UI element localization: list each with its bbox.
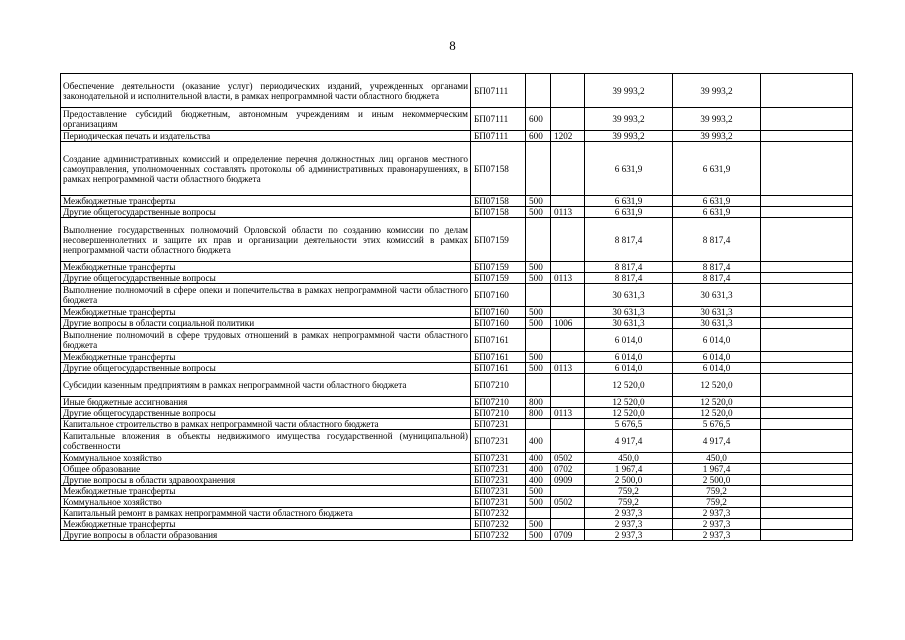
cell-target-code: БП07159 bbox=[471, 218, 526, 262]
table-row bbox=[61, 196, 853, 207]
table-row bbox=[61, 142, 853, 196]
cell-name: Межбюджетные трансферты bbox=[61, 196, 471, 207]
table-row bbox=[61, 218, 853, 262]
cell-amount-2: 2 500,0 bbox=[673, 475, 761, 486]
table-row bbox=[61, 408, 853, 419]
cell-empty bbox=[761, 363, 853, 374]
cell-name: Другие общегосударственные вопросы bbox=[61, 408, 471, 419]
cell-section-code bbox=[551, 486, 585, 497]
cell-empty bbox=[761, 196, 853, 207]
cell-expense-type: 400 bbox=[526, 453, 551, 464]
cell-expense-type: 500 bbox=[526, 273, 551, 284]
cell-target-code: БП07231 bbox=[471, 497, 526, 508]
cell-section-code: 0113 bbox=[551, 207, 585, 218]
cell-section-code: 0909 bbox=[551, 475, 585, 486]
cell-expense-type: 500 bbox=[526, 352, 551, 363]
cell-expense-type bbox=[526, 284, 551, 307]
cell-name: Капитальное строительство в рамках непрограммной части областного бюджета bbox=[61, 419, 471, 430]
cell-amount-1: 39 993,2 bbox=[585, 108, 673, 131]
table-row bbox=[61, 430, 853, 453]
cell-name: Периодическая печать и издательства bbox=[61, 131, 471, 142]
cell-expense-type: 500 bbox=[526, 519, 551, 530]
cell-empty bbox=[761, 419, 853, 430]
cell-empty bbox=[761, 262, 853, 273]
cell-expense-type: 500 bbox=[526, 318, 551, 329]
cell-section-code: 0702 bbox=[551, 464, 585, 475]
cell-target-code: БП07231 bbox=[471, 453, 526, 464]
cell-amount-1: 8 817,4 bbox=[585, 262, 673, 273]
cell-amount-1: 1 967,4 bbox=[585, 464, 673, 475]
cell-empty bbox=[761, 453, 853, 464]
table-row bbox=[61, 464, 853, 475]
cell-target-code: БП07158 bbox=[471, 207, 526, 218]
cell-name: Предоставление субсидий бюджетным, автономным учреждениям и иным некоммерческим организациям bbox=[61, 108, 471, 131]
cell-amount-2: 30 631,3 bbox=[673, 318, 761, 329]
cell-amount-1: 2 937,3 bbox=[585, 519, 673, 530]
cell-expense-type: 500 bbox=[526, 486, 551, 497]
cell-name: Создание административных комиссий и определение перечня должностных лиц органов местного самоуправления, уполномоченных составлять протоколы об административных правонарушениях, в рамках непрограммной части областного бюджета bbox=[61, 142, 471, 196]
cell-target-code: БП07210 bbox=[471, 374, 526, 397]
table-row bbox=[61, 307, 853, 318]
cell-target-code: БП07111 bbox=[471, 108, 526, 131]
cell-target-code: БП07111 bbox=[471, 74, 526, 108]
table-row bbox=[61, 486, 853, 497]
cell-name: Межбюджетные трансферты bbox=[61, 486, 471, 497]
cell-amount-1: 30 631,3 bbox=[585, 318, 673, 329]
table-row bbox=[61, 397, 853, 408]
cell-empty bbox=[761, 352, 853, 363]
cell-empty bbox=[761, 273, 853, 284]
cell-section-code bbox=[551, 519, 585, 530]
cell-section-code bbox=[551, 142, 585, 196]
cell-section-code: 0709 bbox=[551, 530, 585, 541]
cell-expense-type: 500 bbox=[526, 530, 551, 541]
cell-target-code: БП07231 bbox=[471, 486, 526, 497]
cell-section-code: 0502 bbox=[551, 453, 585, 464]
cell-section-code bbox=[551, 397, 585, 408]
cell-name: Иные бюджетные ассигнования bbox=[61, 397, 471, 408]
cell-amount-1: 6 014,0 bbox=[585, 363, 673, 374]
cell-name: Капитальный ремонт в рамках непрограммной части областного бюджета bbox=[61, 508, 471, 519]
cell-name: Другие вопросы в области здравоохранения bbox=[61, 475, 471, 486]
cell-amount-1: 8 817,4 bbox=[585, 273, 673, 284]
table-row bbox=[61, 329, 853, 352]
table-row bbox=[61, 74, 853, 108]
cell-amount-2: 759,2 bbox=[673, 486, 761, 497]
cell-expense-type bbox=[526, 329, 551, 352]
cell-name: Межбюджетные трансферты bbox=[61, 352, 471, 363]
cell-amount-2: 450,0 bbox=[673, 453, 761, 464]
cell-amount-2: 39 993,2 bbox=[673, 74, 761, 108]
table-row bbox=[61, 497, 853, 508]
cell-amount-2: 8 817,4 bbox=[673, 218, 761, 262]
cell-section-code: 0113 bbox=[551, 273, 585, 284]
cell-empty bbox=[761, 329, 853, 352]
cell-empty bbox=[761, 508, 853, 519]
cell-target-code: БП07160 bbox=[471, 318, 526, 329]
cell-expense-type: 600 bbox=[526, 108, 551, 131]
cell-target-code: БП07232 bbox=[471, 508, 526, 519]
cell-name: Обеспечение деятельности (оказание услуг) периодических изданий, учрежденных органами законодательной и исполнительной власти, в рамках непрограммной части областного бюджета bbox=[61, 74, 471, 108]
cell-section-code bbox=[551, 430, 585, 453]
cell-amount-1: 39 993,2 bbox=[585, 74, 673, 108]
cell-amount-2: 30 631,3 bbox=[673, 307, 761, 318]
cell-expense-type: 500 bbox=[526, 262, 551, 273]
cell-expense-type bbox=[526, 142, 551, 196]
cell-name: Коммунальное хозяйство bbox=[61, 497, 471, 508]
cell-expense-type: 500 bbox=[526, 307, 551, 318]
cell-amount-2: 39 993,2 bbox=[673, 108, 761, 131]
cell-amount-1: 4 917,4 bbox=[585, 430, 673, 453]
cell-target-code: БП07159 bbox=[471, 273, 526, 284]
cell-amount-2: 6 631,9 bbox=[673, 142, 761, 196]
cell-empty bbox=[761, 475, 853, 486]
budget-table bbox=[60, 73, 853, 541]
cell-section-code bbox=[551, 262, 585, 273]
cell-empty bbox=[761, 207, 853, 218]
cell-amount-1: 6 014,0 bbox=[585, 329, 673, 352]
cell-expense-type bbox=[526, 419, 551, 430]
cell-section-code bbox=[551, 196, 585, 207]
table-row bbox=[61, 207, 853, 218]
cell-section-code: 0113 bbox=[551, 363, 585, 374]
cell-target-code: БП07111 bbox=[471, 131, 526, 142]
cell-target-code: БП07231 bbox=[471, 464, 526, 475]
cell-target-code: БП07210 bbox=[471, 408, 526, 419]
table-row bbox=[61, 318, 853, 329]
cell-empty bbox=[761, 318, 853, 329]
cell-section-code bbox=[551, 329, 585, 352]
cell-name: Выполнение государственных полномочий Орловской области по созданию комиссии по делам несовершеннолетних и защите их прав и организации деятельности этих комиссий в рамках непрограммной части областного бюджета bbox=[61, 218, 471, 262]
table-row bbox=[61, 363, 853, 374]
cell-expense-type: 500 bbox=[526, 497, 551, 508]
cell-amount-2: 12 520,0 bbox=[673, 397, 761, 408]
cell-name: Другие общегосударственные вопросы bbox=[61, 363, 471, 374]
cell-empty bbox=[761, 530, 853, 541]
cell-amount-1: 39 993,2 bbox=[585, 131, 673, 142]
cell-amount-1: 12 520,0 bbox=[585, 408, 673, 419]
cell-name: Межбюджетные трансферты bbox=[61, 307, 471, 318]
cell-amount-2: 6 014,0 bbox=[673, 352, 761, 363]
cell-amount-1: 5 676,5 bbox=[585, 419, 673, 430]
cell-expense-type: 800 bbox=[526, 408, 551, 419]
cell-amount-2: 6 014,0 bbox=[673, 329, 761, 352]
cell-name: Межбюджетные трансферты bbox=[61, 519, 471, 530]
cell-name: Межбюджетные трансферты bbox=[61, 262, 471, 273]
cell-expense-type: 400 bbox=[526, 464, 551, 475]
table-row bbox=[61, 519, 853, 530]
cell-amount-1: 30 631,3 bbox=[585, 284, 673, 307]
cell-expense-type: 400 bbox=[526, 430, 551, 453]
cell-target-code: БП07231 bbox=[471, 419, 526, 430]
cell-empty bbox=[761, 464, 853, 475]
cell-expense-type: 500 bbox=[526, 363, 551, 374]
cell-expense-type bbox=[526, 508, 551, 519]
cell-name: Выполнение полномочий в сфере трудовых отношений в рамках непрограммной части областного бюджета bbox=[61, 329, 471, 352]
cell-section-code bbox=[551, 108, 585, 131]
cell-amount-1: 12 520,0 bbox=[585, 397, 673, 408]
cell-name: Другие общегосударственные вопросы bbox=[61, 273, 471, 284]
cell-amount-2: 5 676,5 bbox=[673, 419, 761, 430]
cell-name: Другие общегосударственные вопросы bbox=[61, 207, 471, 218]
cell-amount-2: 39 993,2 bbox=[673, 131, 761, 142]
cell-amount-2: 6 014,0 bbox=[673, 363, 761, 374]
cell-amount-2: 8 817,4 bbox=[673, 262, 761, 273]
cell-target-code: БП07159 bbox=[471, 262, 526, 273]
cell-target-code: БП07158 bbox=[471, 196, 526, 207]
cell-section-code: 0113 bbox=[551, 408, 585, 419]
cell-empty bbox=[761, 397, 853, 408]
cell-expense-type: 600 bbox=[526, 131, 551, 142]
table-row bbox=[61, 284, 853, 307]
cell-target-code: БП07231 bbox=[471, 430, 526, 453]
cell-section-code bbox=[551, 374, 585, 397]
cell-target-code: БП07158 bbox=[471, 142, 526, 196]
cell-amount-2: 759,2 bbox=[673, 497, 761, 508]
cell-amount-2: 8 817,4 bbox=[673, 273, 761, 284]
cell-empty bbox=[761, 131, 853, 142]
cell-amount-1: 759,2 bbox=[585, 497, 673, 508]
cell-amount-1: 2 500,0 bbox=[585, 475, 673, 486]
cell-empty bbox=[761, 519, 853, 530]
cell-amount-1: 8 817,4 bbox=[585, 218, 673, 262]
cell-target-code: БП07231 bbox=[471, 475, 526, 486]
table-row bbox=[61, 108, 853, 131]
cell-amount-1: 450,0 bbox=[585, 453, 673, 464]
cell-section-code bbox=[551, 284, 585, 307]
cell-empty bbox=[761, 430, 853, 453]
cell-name: Общее образование bbox=[61, 464, 471, 475]
cell-name: Капитальные вложения в объекты недвижимого имущества государственной (муниципальной) собственности bbox=[61, 430, 471, 453]
cell-amount-1: 2 937,3 bbox=[585, 530, 673, 541]
cell-name: Субсидии казенным предприятиям в рамках непрограммной части областного бюджета bbox=[61, 374, 471, 397]
cell-target-code: БП07160 bbox=[471, 307, 526, 318]
cell-target-code: БП07161 bbox=[471, 352, 526, 363]
cell-expense-type: 400 bbox=[526, 475, 551, 486]
cell-expense-type bbox=[526, 374, 551, 397]
cell-section-code bbox=[551, 218, 585, 262]
cell-amount-2: 2 937,3 bbox=[673, 519, 761, 530]
table-row bbox=[61, 131, 853, 142]
cell-expense-type: 500 bbox=[526, 196, 551, 207]
table-row bbox=[61, 475, 853, 486]
cell-amount-1: 6 631,9 bbox=[585, 196, 673, 207]
cell-target-code: БП07161 bbox=[471, 363, 526, 374]
cell-empty bbox=[761, 408, 853, 419]
cell-name: Выполнение полномочий в сфере опеки и попечительства в рамках непрограммной части областного бюджета bbox=[61, 284, 471, 307]
cell-amount-1: 30 631,3 bbox=[585, 307, 673, 318]
table-row bbox=[61, 262, 853, 273]
cell-name: Другие вопросы в области образования bbox=[61, 530, 471, 541]
cell-amount-2: 30 631,3 bbox=[673, 284, 761, 307]
page-number: 8 bbox=[449, 38, 456, 53]
cell-amount-1: 6 014,0 bbox=[585, 352, 673, 363]
cell-empty bbox=[761, 74, 853, 108]
cell-target-code: БП07160 bbox=[471, 284, 526, 307]
table-row bbox=[61, 419, 853, 430]
cell-empty bbox=[761, 307, 853, 318]
cell-amount-1: 759,2 bbox=[585, 486, 673, 497]
cell-section-code: 1006 bbox=[551, 318, 585, 329]
cell-section-code bbox=[551, 419, 585, 430]
cell-empty bbox=[761, 284, 853, 307]
table-row bbox=[61, 508, 853, 519]
cell-section-code: 0502 bbox=[551, 497, 585, 508]
cell-amount-1: 12 520,0 bbox=[585, 374, 673, 397]
table-row bbox=[61, 453, 853, 464]
cell-empty bbox=[761, 374, 853, 397]
table-row bbox=[61, 273, 853, 284]
cell-amount-2: 6 631,9 bbox=[673, 196, 761, 207]
cell-amount-1: 2 937,3 bbox=[585, 508, 673, 519]
cell-expense-type: 500 bbox=[526, 207, 551, 218]
cell-section-code: 1202 bbox=[551, 131, 585, 142]
cell-amount-2: 12 520,0 bbox=[673, 374, 761, 397]
cell-empty bbox=[761, 218, 853, 262]
cell-amount-2: 1 967,4 bbox=[673, 464, 761, 475]
cell-amount-2: 12 520,0 bbox=[673, 408, 761, 419]
cell-name: Коммунальное хозяйство bbox=[61, 453, 471, 464]
cell-empty bbox=[761, 142, 853, 196]
table-body bbox=[61, 74, 853, 541]
cell-target-code: БП07161 bbox=[471, 329, 526, 352]
table-row bbox=[61, 530, 853, 541]
cell-empty bbox=[761, 108, 853, 131]
cell-expense-type bbox=[526, 74, 551, 108]
cell-target-code: БП07232 bbox=[471, 519, 526, 530]
cell-amount-2: 2 937,3 bbox=[673, 508, 761, 519]
cell-expense-type: 800 bbox=[526, 397, 551, 408]
cell-amount-2: 4 917,4 bbox=[673, 430, 761, 453]
cell-target-code: БП07232 bbox=[471, 530, 526, 541]
cell-amount-2: 6 631,9 bbox=[673, 207, 761, 218]
cell-amount-1: 6 631,9 bbox=[585, 207, 673, 218]
cell-expense-type bbox=[526, 218, 551, 262]
cell-empty bbox=[761, 497, 853, 508]
cell-empty bbox=[761, 486, 853, 497]
cell-section-code bbox=[551, 352, 585, 363]
cell-section-code bbox=[551, 307, 585, 318]
cell-section-code bbox=[551, 508, 585, 519]
cell-amount-1: 6 631,9 bbox=[585, 142, 673, 196]
table-row bbox=[61, 352, 853, 363]
cell-section-code bbox=[551, 74, 585, 108]
cell-name: Другие вопросы в области социальной политики bbox=[61, 318, 471, 329]
table-row bbox=[61, 374, 853, 397]
cell-target-code: БП07210 bbox=[471, 397, 526, 408]
cell-amount-2: 2 937,3 bbox=[673, 530, 761, 541]
